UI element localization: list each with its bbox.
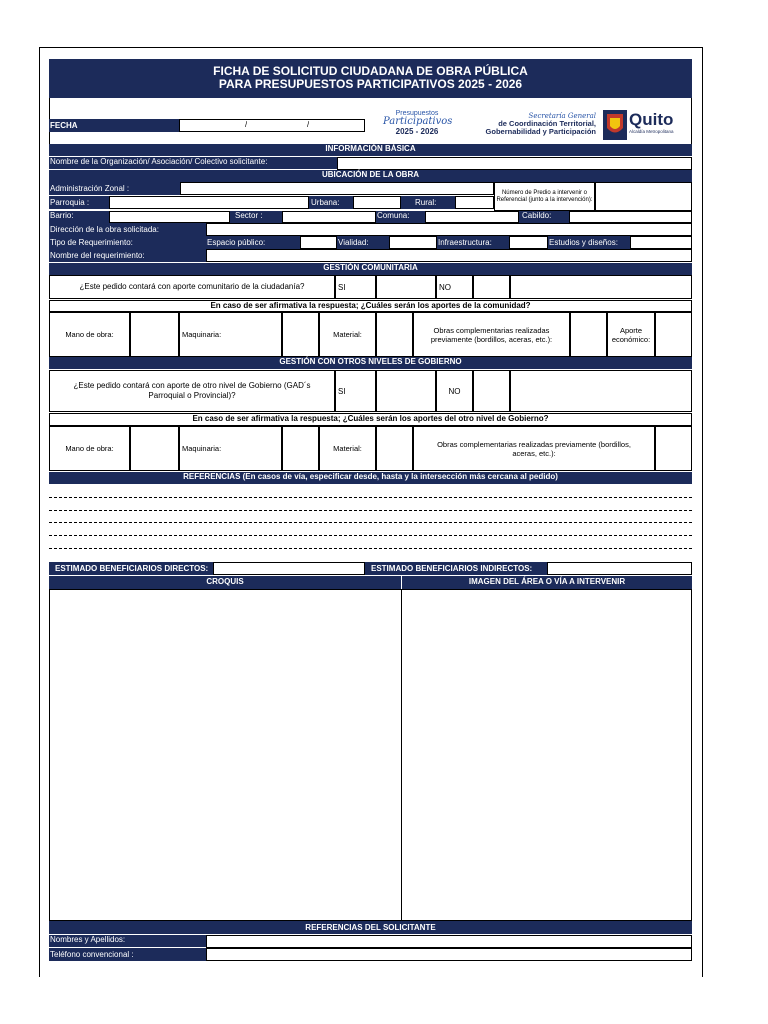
com-mano-input[interactable] — [130, 312, 179, 357]
gestion-otros-no[interactable]: NO — [436, 370, 473, 412]
com-aporte-input[interactable] — [655, 312, 692, 357]
secretaria-logo — [460, 112, 596, 140]
urbana-label: Urbana: — [309, 196, 353, 209]
nombres-input[interactable] — [206, 935, 692, 948]
gestion-otros-subtitle: En caso de ser afirmativa la respuesta; ¿Cuáles serán los aportes del otro nivel de Gobierno? — [49, 413, 692, 426]
vialidad-input[interactable] — [389, 236, 437, 249]
beneficiarios-directos-input[interactable] — [213, 562, 365, 575]
gestion-com-si[interactable]: SI — [335, 275, 376, 299]
imagen-header: IMAGEN DEL ÁREA O VÍA A INTERVENIR — [401, 576, 692, 589]
gestion-com-no[interactable]: NO — [436, 275, 473, 299]
otros-maquinaria-input[interactable] — [282, 426, 319, 471]
sector-input[interactable] — [282, 211, 376, 223]
fecha-label: FECHA — [49, 119, 179, 132]
com-obras-label: Obras complementarias realizadas previamente (bordillos, aceras, etc.): — [413, 312, 570, 357]
com-material-label: Material: — [319, 312, 376, 357]
telefono-label: Teléfono convencional : — [49, 948, 206, 961]
solicitante-header: REFERENCIAS DEL SOLICITANTE — [49, 921, 692, 934]
beneficiarios-directos-label: ESTIMADO BENEFICIARIOS DIRECTOS: — [49, 562, 213, 575]
gestion-otros-question: ¿Este pedido contará con aporte de otro nivel de Gobierno (GAD´s Parroquial o Provincial)? — [49, 370, 335, 412]
referencias-line[interactable] — [49, 522, 692, 523]
cabildo-input[interactable] — [569, 211, 692, 223]
referencias-line[interactable] — [49, 510, 692, 511]
gestion-otros-notes[interactable] — [510, 370, 692, 412]
estudios-input[interactable] — [630, 236, 692, 249]
gestion-com-subtitle: En caso de ser afirmativa la respuesta; ¿Cuáles serán los aportes de la comunidad? — [49, 300, 692, 312]
vialidad-label: Vialidad: — [337, 236, 389, 249]
fecha-sep-2: / — [307, 120, 310, 129]
otros-obras-label: Obras complementarias realizadas previamente (bordillos, aceras, etc.): — [413, 426, 655, 471]
gestion-otros-header: GESTIÓN CON OTROS NIVELES DE GOBIERNO — [49, 357, 692, 369]
direccion-input[interactable] — [206, 223, 692, 236]
sec-script-text: Secretaría General — [528, 112, 596, 120]
gestion-com-notes[interactable] — [510, 275, 692, 299]
pp-years-text: 2025 - 2026 — [395, 127, 439, 136]
infraestructura-label: Infraestructura: — [437, 236, 509, 249]
comuna-label: Comuna: — [376, 211, 425, 223]
com-obras-input[interactable] — [570, 312, 607, 357]
rural-input[interactable] — [455, 196, 494, 209]
nombre-req-label: Nombre del requerimiento: — [49, 249, 206, 262]
estudios-label: Estudios y diseños: — [548, 236, 630, 249]
otros-obras-input[interactable] — [655, 426, 692, 471]
ubicacion-header: UBICACIÓN DE LA OBRA — [49, 170, 692, 182]
form-title — [49, 59, 692, 98]
title-line-1: FICHA DE SOLICITUD CIUDADANA DE OBRA PÚBLICA — [213, 64, 528, 78]
otros-mano-input[interactable] — [130, 426, 179, 471]
comuna-input[interactable] — [425, 211, 519, 223]
sec-line-1: de Coordinación Territorial, — [498, 119, 596, 128]
espacio-input[interactable] — [300, 236, 337, 249]
fecha-input[interactable] — [179, 119, 365, 132]
admin-zonal-input[interactable] — [180, 182, 494, 195]
admin-zonal-label: Administración Zonal : — [49, 182, 180, 195]
title-line-2: PARA PRESUPUESTOS PARTICIPATIVOS 2025 - 2026 — [218, 77, 523, 91]
presupuestos-logo — [383, 110, 451, 140]
org-label: Nombre de la Organización/ Asociación/ Colectivo solicitante: — [49, 157, 337, 169]
nombre-req-input[interactable] — [206, 249, 692, 262]
predio-label: Número de Predio a intervenir o Referencial (junto a la intervención): — [494, 182, 595, 211]
com-mano-label: Mano de obra: — [49, 312, 130, 357]
com-material-input[interactable] — [376, 312, 413, 357]
urbana-input[interactable] — [353, 196, 401, 209]
referencias-line[interactable] — [49, 497, 692, 498]
referencias-line[interactable] — [49, 548, 692, 549]
sector-label: Sector : — [230, 211, 282, 223]
beneficiarios-indirectos-input[interactable] — [547, 562, 692, 575]
quito-logo — [629, 110, 689, 140]
espacio-label: Espacio público: — [206, 236, 300, 249]
org-input[interactable] — [337, 157, 692, 170]
rural-label: Rural: — [401, 196, 455, 209]
beneficiarios-indirectos-label: ESTIMADO BENEFICIARIOS INDIRECTOS: — [365, 562, 547, 575]
imagen-area[interactable] — [401, 589, 692, 921]
fecha-sep-1: / — [245, 120, 248, 129]
sec-line-2: Gobernabilidad y Participación — [485, 127, 596, 136]
gestion-otros-si[interactable]: SI — [335, 370, 376, 412]
info-basica-header: INFORMACIÓN BÁSICA — [49, 144, 692, 156]
nombres-label: Nombres y Apellidos: — [49, 935, 206, 947]
referencias-header: REFERENCIAS (En casos de vía, especificar desde, hasta y la intersección más cercana al pedido) — [49, 472, 692, 484]
pp-top-text: Presupuestos — [395, 110, 439, 117]
gestion-otros-si-input[interactable] — [376, 370, 436, 412]
com-maquinaria-label: Maquinaria: — [179, 312, 282, 357]
gestion-com-no-input[interactable] — [473, 275, 510, 299]
predio-input[interactable] — [595, 182, 692, 211]
barrio-input[interactable] — [109, 211, 230, 223]
quito-shield-icon — [603, 110, 627, 140]
com-maquinaria-input[interactable] — [282, 312, 319, 357]
barrio-label: Barrio: — [49, 211, 109, 223]
croquis-area[interactable] — [49, 589, 402, 921]
referencias-line[interactable] — [49, 535, 692, 536]
pp-script-text: Participativos — [383, 116, 453, 127]
gestion-com-question: ¿Este pedido contará con aporte comunitario de la ciudadanía? — [49, 275, 335, 299]
croquis-header: CROQUIS — [49, 576, 401, 589]
otros-material-input[interactable] — [376, 426, 413, 471]
direccion-label: Dirección de la obra solicitada: — [49, 223, 206, 236]
infraestructura-input[interactable] — [509, 236, 548, 249]
gestion-comunitaria-header: GESTIÓN COMUNITARIA — [49, 263, 692, 275]
otros-maquinaria-label: Maquinaria: — [179, 426, 282, 471]
tipo-label: Tipo de Requerimiento: — [49, 236, 206, 249]
otros-mano-label: Mano de obra: — [49, 426, 130, 471]
gestion-otros-no-input[interactable] — [473, 370, 510, 412]
com-aporte-label: Aporte económico: — [607, 312, 655, 357]
parroquia-label: Parroquia : — [49, 196, 109, 209]
quito-sub-text: Alcaldía Metropolitana — [629, 129, 674, 134]
cabildo-label: Cabildo: — [519, 211, 569, 223]
parroquia-input[interactable] — [109, 196, 309, 209]
gestion-com-si-input[interactable] — [376, 275, 436, 299]
otros-material-label: Material: — [319, 426, 376, 471]
quito-text: Quito — [629, 110, 674, 129]
telefono-input[interactable] — [206, 948, 692, 961]
